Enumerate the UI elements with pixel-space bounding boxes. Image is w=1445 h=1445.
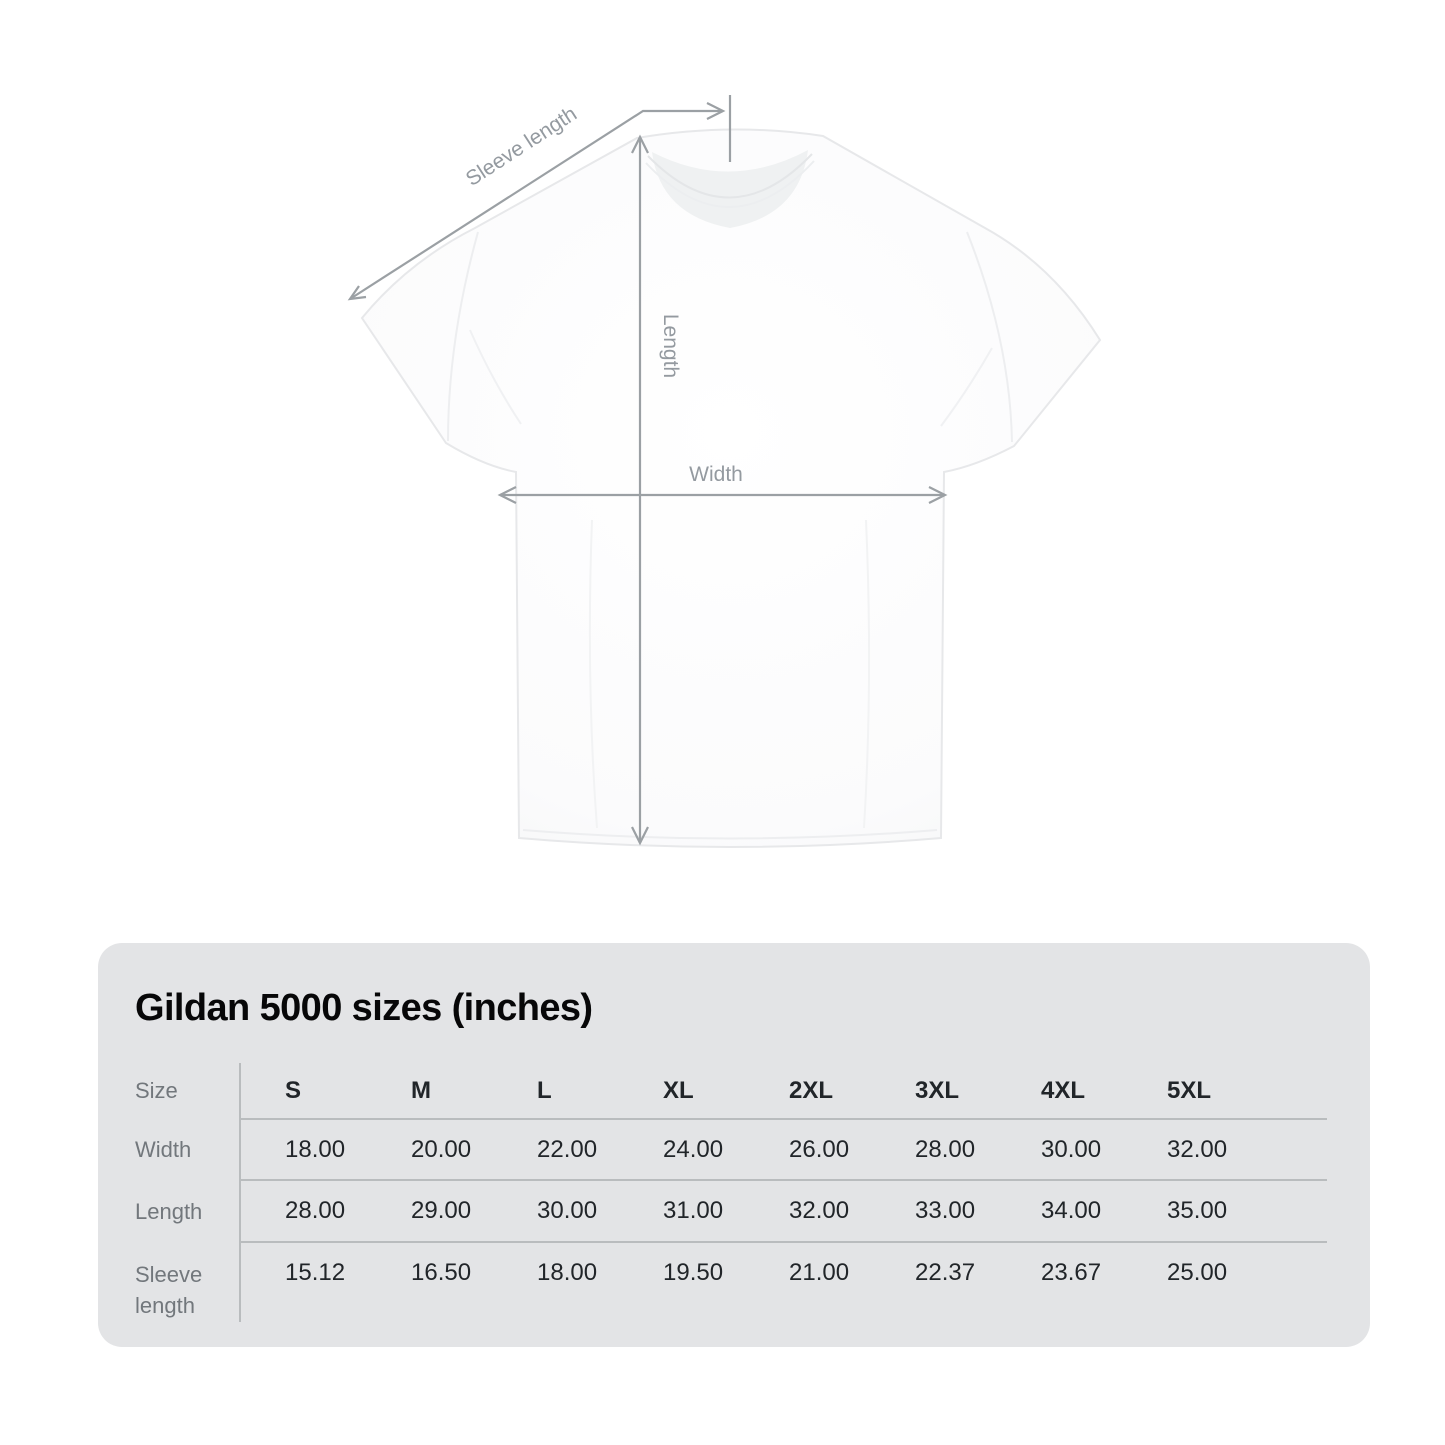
column-header-2xl: 2XL <box>789 1076 834 1104</box>
table-cell: 35.00 <box>1167 1197 1228 1224</box>
table-row-length <box>135 1181 1327 1241</box>
length-label: Length <box>659 313 682 379</box>
column-header-s: S <box>285 1076 302 1104</box>
table-cell: 30.00 <box>537 1197 598 1224</box>
table-row-sleeve-length <box>135 1243 1327 1328</box>
column-header-m: M <box>411 1076 431 1104</box>
tshirt-graphic <box>362 129 1100 847</box>
column-header-l: L <box>537 1076 552 1104</box>
table-cell: 34.00 <box>1041 1197 1102 1224</box>
width-label: Width <box>689 463 743 486</box>
table-cell: 15.12 <box>285 1259 346 1286</box>
table-cell: 29.00 <box>411 1197 472 1224</box>
table-cell: 25.00 <box>1167 1259 1228 1286</box>
table-cell: 26.00 <box>789 1135 850 1163</box>
table-cell: 30.00 <box>1041 1135 1102 1163</box>
table-cell: 32.00 <box>789 1197 850 1224</box>
sleeve-length-label: Sleeve length <box>461 102 582 191</box>
table-cell: 20.00 <box>411 1135 472 1163</box>
size-chart-panel <box>98 943 1370 1347</box>
table-cell: 19.50 <box>663 1259 724 1286</box>
column-header-5xl: 5XL <box>1167 1076 1212 1104</box>
table-cell: 16.50 <box>411 1259 472 1286</box>
row-header-size: Size <box>135 1078 178 1103</box>
column-header-3xl: 3XL <box>915 1076 960 1104</box>
row-label-width: Width <box>135 1137 192 1162</box>
column-header-4xl: 4XL <box>1041 1076 1086 1104</box>
table-cell: 32.00 <box>1167 1135 1228 1163</box>
table-cell: 21.00 <box>789 1259 850 1286</box>
table-header-row <box>135 1063 1327 1118</box>
table-cell: 23.67 <box>1041 1259 1102 1286</box>
table-cell: 28.00 <box>285 1197 346 1224</box>
table-cell: 28.00 <box>915 1135 976 1163</box>
table-cell: 18.00 <box>285 1135 346 1163</box>
tshirt-body <box>362 129 1100 847</box>
table-cell: 18.00 <box>537 1259 598 1286</box>
column-header-xl: XL <box>663 1076 694 1104</box>
table-vertical-divider <box>239 1063 241 1322</box>
table-cell: 22.00 <box>537 1135 598 1163</box>
row-label-sleeve-length: Sleeve length <box>135 1262 203 1318</box>
size-chart-title: Gildan 5000 sizes (inches) <box>135 987 593 1029</box>
size-table <box>135 1063 1327 1328</box>
table-cell: 24.00 <box>663 1135 724 1163</box>
table-row-width <box>135 1120 1327 1179</box>
table-cell: 33.00 <box>915 1197 976 1224</box>
row-label-length: Length <box>135 1198 203 1224</box>
table-cell: 22.37 <box>915 1259 976 1286</box>
table-cell: 31.00 <box>663 1197 724 1224</box>
